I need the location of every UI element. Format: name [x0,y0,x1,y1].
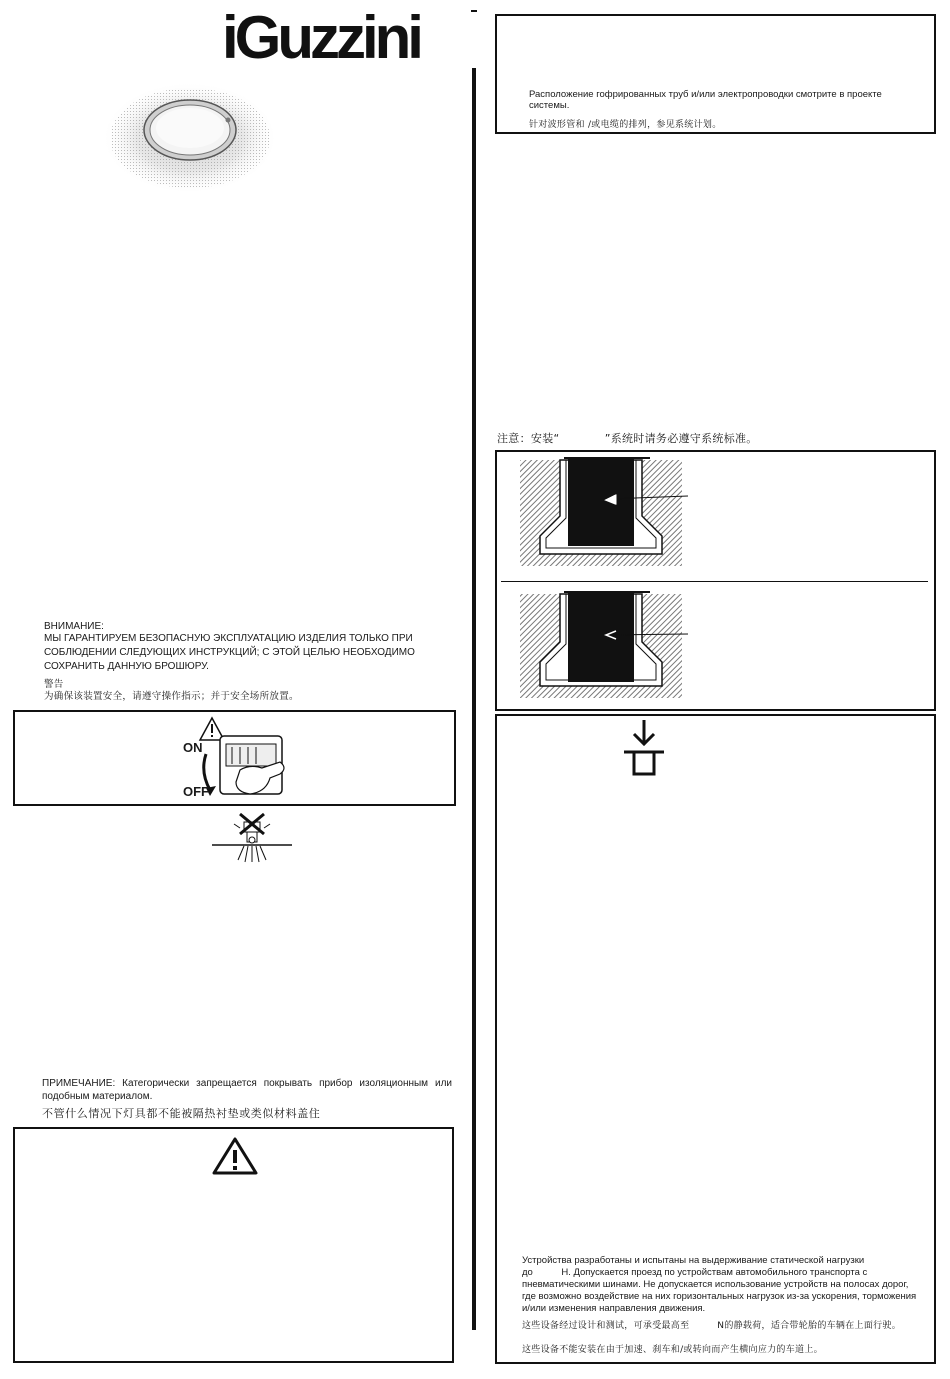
conduit-cn: 针对波形管和 /或电缆的排列，参见系统计划。 [529,120,722,130]
conduit-box [495,14,936,134]
note-cn: 不管什么情况下灯具都不能被隔热衬垫或类似材料盖住 [42,1107,321,1120]
product-image [100,78,280,198]
no-cover-icon [210,812,294,864]
iguzzini-logo: iGuzzini [222,4,420,71]
load-cn-line2: 这些设备不能安装在由于加速、刹车和/或转向而产生横向应力的车道上。 [522,1345,823,1355]
load-ru-line1: Устройства разработаны и испытаны на выдерживание статической нагрузки [522,1255,865,1266]
load-cn-line1: 这些设备经过设计和测试，可承受最高至 N的静载荷，适合带轮胎的车辆在上面行驶。 [522,1321,902,1331]
warning-cn-heading: 警告 [44,679,64,690]
warning-cn-body: 为确保该装置安全，请遵守操作指示；并于安全场所放置。 [44,691,299,702]
warning-ru-heading: ВНИМАНИЕ: [44,621,104,632]
switch-on-label: ON [183,740,203,755]
install-note-cn: 注意：安装“ ”系统时请务必遵守系统标准。 [497,432,758,445]
cross-section-top [520,454,710,574]
warning-triangle-icon [211,1136,259,1176]
divider-tick [471,10,477,12]
load-ru-line2: до Н. Допускается проезд по устройствам автомобильного транспорта с пневматическими шинами. Не допускается использование устройств на полосах дорог, где возможно воздействие на них горизонтальных нагрузок из-за ускорения, торможения и/или изменения направления движения. [522,1267,917,1314]
column-divider [472,68,476,1330]
section-divider [501,581,928,582]
switch-off-label: OFF [183,784,209,799]
load-icon [620,718,668,778]
conduit-ru: Расположение гофрированных труб и/или электропроводки смотрите в проекте системы. [529,89,882,111]
warning-ru-body: МЫ ГАРАНТИРУЕМ БЕЗОПАСНУЮ ЭКСПЛУАТАЦИЮ ИЗДЕЛИЯ ТОЛЬКО ПРИ СОБЛЮДЕНИИ СЛЕДУЮЩИХ ИНСТРУКЦИЙ; С ЭТОЙ ЦЕЛЬЮ НЕОБХОДИМО СОХРАНИТЬ ДАННУЮ БРОШЮРУ. [44,633,415,672]
cross-section-bottom [520,590,710,700]
note-ru: ПРИМЕЧАНИЕ: Категорически запрещается покрывать прибор изоляционным или подобным материалом. [42,1078,452,1102]
